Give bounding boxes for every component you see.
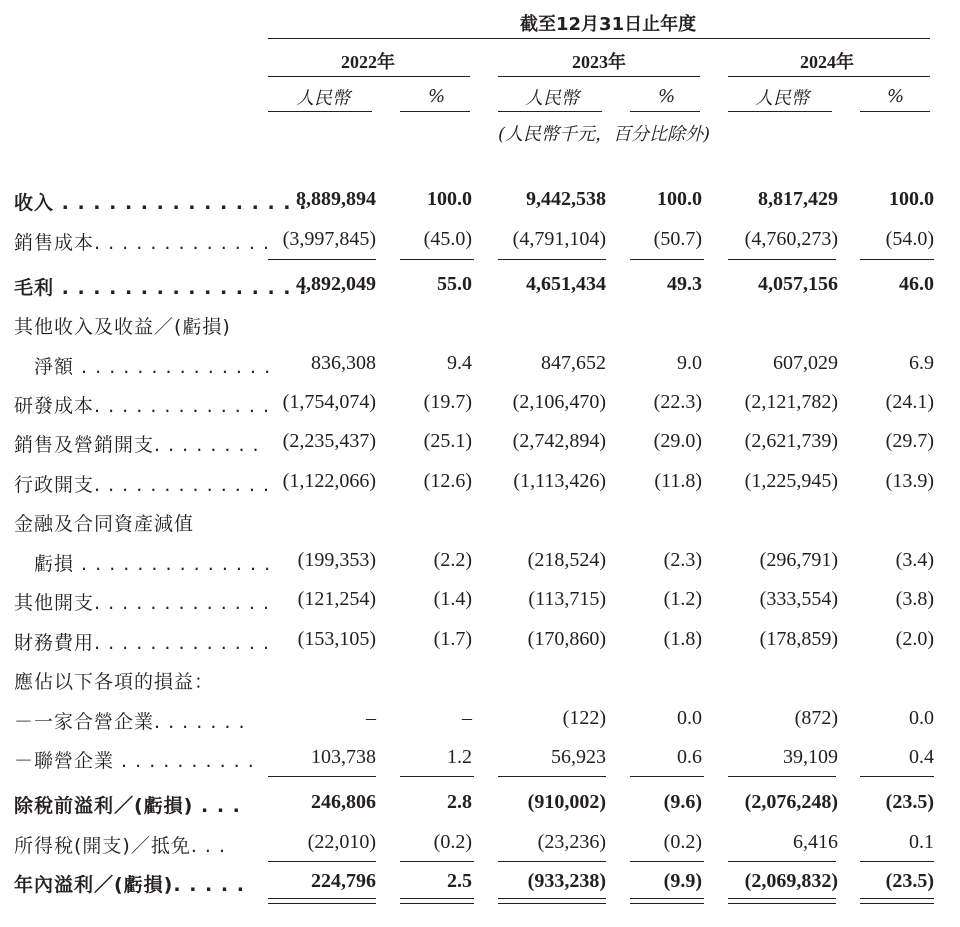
rule-before-net-profit-2023b — [630, 861, 704, 862]
percent-cell: (3.4) — [895, 549, 934, 571]
percent-cell: 0.0 — [677, 707, 702, 729]
percent-cell: (13.9) — [885, 470, 934, 492]
table-row — [0, 626, 960, 656]
percent-cell: (54.0) — [885, 228, 934, 250]
amount-cell: (153,105) — [297, 628, 376, 650]
row-label: 收入 . . . . . . . . . . . . . . . . — [14, 192, 308, 214]
percent-cell: 9.4 — [447, 352, 472, 374]
period-label: 截至12月31日止年度 — [520, 14, 697, 35]
table-row — [0, 868, 960, 898]
rule-before-pbt-2022b — [400, 776, 474, 777]
amount-cell: (2,621,739) — [744, 430, 838, 452]
rule-before-gross-profit-2023b — [630, 259, 704, 260]
percent-cell: (1.4) — [433, 588, 472, 610]
table-row — [0, 389, 960, 419]
percent-cell: (23.5) — [885, 791, 934, 813]
amount-cell: (22,010) — [307, 831, 376, 853]
row-label: －一家合營企業. . . . . . . — [14, 711, 246, 733]
percent-cell: 0.1 — [909, 831, 934, 853]
rule-before-net-profit-2024a — [728, 861, 836, 862]
percent-cell: 55.0 — [437, 273, 472, 295]
amount-cell: (23,236) — [537, 831, 606, 853]
amount-cell: (1,113,426) — [513, 470, 606, 492]
row-label: 應佔以下各項的損益： — [14, 671, 215, 693]
row-label: 所得稅(開支)／抵免. . . — [14, 835, 227, 857]
table-row — [0, 507, 960, 537]
percent-cell: (24.1) — [885, 391, 934, 413]
rule-before-pbt-2023a — [498, 776, 606, 777]
percent-cell: (23.5) — [885, 870, 934, 892]
percent-cell: (1.7) — [433, 628, 472, 650]
col-rule-pct-2023 — [630, 111, 700, 112]
year-rule-2022 — [268, 76, 470, 77]
amount-cell: 103,738 — [311, 746, 376, 768]
amount-cell: (3,997,845) — [282, 228, 376, 250]
amount-cell: (2,106,470) — [512, 391, 606, 413]
amount-cell: (121,254) — [297, 588, 376, 610]
percent-cell: (19.7) — [423, 391, 472, 413]
header-rule — [268, 38, 930, 39]
amount-cell: (122) — [562, 707, 606, 729]
percent-cell: 2.5 — [447, 870, 472, 892]
percent-cell: (25.1) — [423, 430, 472, 452]
total-double-rule-2024b — [860, 898, 934, 904]
col-pct-2023: % — [658, 86, 676, 107]
percent-cell: (9.9) — [663, 870, 702, 892]
row-label: 金融及合同資產減值 — [14, 513, 195, 535]
amount-cell: 4,057,156 — [758, 273, 838, 295]
row-label: 虧損 . . . . . . . . . . . . . . — [34, 553, 272, 575]
percent-cell: (12.6) — [423, 470, 472, 492]
row-label: 研發成本. . . . . . . . . . . . . — [14, 395, 270, 417]
row-label: 財務費用. . . . . . . . . . . . . — [14, 632, 270, 654]
amount-cell: (199,353) — [297, 549, 376, 571]
col-rule-rmb-2022 — [268, 111, 372, 112]
rule-before-gross-profit-2024a — [728, 259, 836, 260]
amount-cell: 56,923 — [551, 746, 606, 768]
percent-cell: (0.2) — [433, 831, 472, 853]
col-rmb-2023: 人民幣 — [525, 88, 579, 109]
row-label: 銷售成本. . . . . . . . . . . . . — [14, 232, 270, 254]
amount-cell: 224,796 — [311, 870, 376, 892]
table-row — [0, 350, 960, 380]
col-rule-rmb-2024 — [728, 111, 832, 112]
col-rule-pct-2022 — [400, 111, 470, 112]
amount-cell: 246,806 — [311, 791, 376, 813]
percent-cell: (45.0) — [423, 228, 472, 250]
amount-cell: (872) — [794, 707, 838, 729]
percent-cell: 100.0 — [657, 188, 702, 210]
amount-cell: (296,791) — [759, 549, 838, 571]
amount-cell: (170,860) — [527, 628, 606, 650]
percent-cell: 2.8 — [447, 791, 472, 813]
amount-cell: 836,308 — [311, 352, 376, 374]
amount-cell: (4,760,273) — [744, 228, 838, 250]
amount-cell: (4,791,104) — [512, 228, 606, 250]
amount-cell: 4,651,434 — [526, 273, 606, 295]
amount-cell: (933,238) — [527, 870, 606, 892]
amount-cell: 9,442,538 — [526, 188, 606, 210]
percent-cell: (2.0) — [895, 628, 934, 650]
amount-cell: (333,554) — [759, 588, 838, 610]
percent-cell: 0.0 — [909, 707, 934, 729]
percent-cell: (1.2) — [663, 588, 702, 610]
percent-cell: 49.3 — [667, 273, 702, 295]
table-row — [0, 829, 960, 859]
row-label: 淨額 . . . . . . . . . . . . . . — [34, 356, 272, 378]
amount-cell: (1,754,074) — [282, 391, 376, 413]
table-row — [0, 705, 960, 735]
table-row — [0, 586, 960, 616]
amount-cell: (2,235,437) — [282, 430, 376, 452]
row-label: 銷售及營銷開支. . . . . . . . — [14, 434, 260, 456]
amount-cell: (1,122,066) — [282, 470, 376, 492]
amount-cell: 4,892,049 — [296, 273, 376, 295]
col-rmb-2022: 人民幣 — [296, 88, 350, 109]
percent-cell: (29.7) — [885, 430, 934, 452]
table-row — [0, 310, 960, 340]
col-rule-pct-2024 — [860, 111, 930, 112]
row-label: 行政開支. . . . . . . . . . . . . — [14, 474, 270, 496]
rule-before-gross-profit-2022b — [400, 259, 474, 260]
table-row — [0, 428, 960, 458]
amount-cell: 6,416 — [793, 831, 838, 853]
amount-cell: (1,225,945) — [744, 470, 838, 492]
percent-cell: (22.3) — [653, 391, 702, 413]
amount-cell: (178,859) — [759, 628, 838, 650]
amount-cell: 8,817,429 — [758, 188, 838, 210]
amount-cell: – — [366, 707, 376, 729]
table-row — [0, 744, 960, 774]
total-double-rule-2023a — [498, 898, 606, 904]
percent-cell: – — [462, 707, 472, 729]
percent-cell: 100.0 — [427, 188, 472, 210]
percent-cell: (2.3) — [663, 549, 702, 571]
table-row — [0, 271, 960, 301]
rule-before-pbt-2024a — [728, 776, 836, 777]
col-pct-2022: % — [428, 86, 446, 107]
percent-cell: 1.2 — [447, 746, 472, 768]
table-row — [0, 186, 960, 216]
percent-cell: (2.2) — [433, 549, 472, 571]
percent-cell: (11.8) — [654, 470, 702, 492]
rule-before-net-profit-2024b — [860, 861, 934, 862]
rule-before-pbt-2024b — [860, 776, 934, 777]
rule-before-gross-profit-2022a — [268, 259, 376, 260]
col-rmb-2024: 人民幣 — [755, 88, 809, 109]
percent-cell: 0.6 — [677, 746, 702, 768]
year-2022: 2022年 — [341, 52, 395, 72]
amount-cell: (2,121,782) — [744, 391, 838, 413]
amount-cell: (910,002) — [527, 791, 606, 813]
year-2023: 2023年 — [572, 52, 626, 72]
table-row — [0, 468, 960, 498]
year-rule-2023 — [498, 76, 700, 77]
percent-cell: 0.4 — [909, 746, 934, 768]
percent-cell: 6.9 — [909, 352, 934, 374]
table-row — [0, 547, 960, 577]
amount-cell: (2,742,894) — [512, 430, 606, 452]
amount-cell: (2,069,832) — [744, 870, 838, 892]
rule-before-pbt-2022a — [268, 776, 376, 777]
unit-note: (人民幣千元，百分比除外) — [498, 124, 711, 145]
percent-cell: (9.6) — [663, 791, 702, 813]
percent-cell: (50.7) — [653, 228, 702, 250]
table-row — [0, 789, 960, 819]
percent-cell: 9.0 — [677, 352, 702, 374]
percent-cell: 100.0 — [889, 188, 934, 210]
total-double-rule-2022a — [268, 898, 376, 904]
amount-cell: (218,524) — [527, 549, 606, 571]
amount-cell: 39,109 — [783, 746, 838, 768]
percent-cell: (29.0) — [653, 430, 702, 452]
row-label: 其他收入及收益／(虧損) — [14, 316, 231, 338]
amount-cell: (113,715) — [528, 588, 606, 610]
percent-cell: (3.8) — [895, 588, 934, 610]
rule-before-pbt-2023b — [630, 776, 704, 777]
rule-before-net-profit-2023a — [498, 861, 606, 862]
amount-cell: 847,652 — [541, 352, 606, 374]
amount-cell: (2,076,248) — [744, 791, 838, 813]
percent-cell: (1.8) — [663, 628, 702, 650]
col-rule-rmb-2023 — [498, 111, 602, 112]
row-label: 除稅前溢利／(虧損) . . . — [14, 795, 241, 817]
total-double-rule-2024a — [728, 898, 836, 904]
table-row — [0, 226, 960, 256]
row-label: 其他開支. . . . . . . . . . . . . — [14, 592, 270, 614]
percent-cell: 46.0 — [899, 273, 934, 295]
percent-cell: (0.2) — [663, 831, 702, 853]
row-label: 毛利 . . . . . . . . . . . . . . . . — [14, 277, 308, 299]
year-2024: 2024年 — [800, 52, 854, 72]
rule-before-gross-profit-2024b — [860, 259, 934, 260]
year-rule-2024 — [728, 76, 930, 77]
amount-cell: 607,029 — [773, 352, 838, 374]
total-double-rule-2022b — [400, 898, 474, 904]
col-pct-2024: % — [887, 86, 905, 107]
row-label: 年內溢利／(虧損). . . . . — [14, 874, 245, 896]
total-double-rule-2023b — [630, 898, 704, 904]
table-row — [0, 665, 960, 695]
rule-before-net-profit-2022a — [268, 861, 376, 862]
amount-cell: 8,889,894 — [296, 188, 376, 210]
rule-before-net-profit-2022b — [400, 861, 474, 862]
rule-before-gross-profit-2023a — [498, 259, 606, 260]
row-label: －聯營企業 . . . . . . . . . . — [14, 750, 255, 772]
